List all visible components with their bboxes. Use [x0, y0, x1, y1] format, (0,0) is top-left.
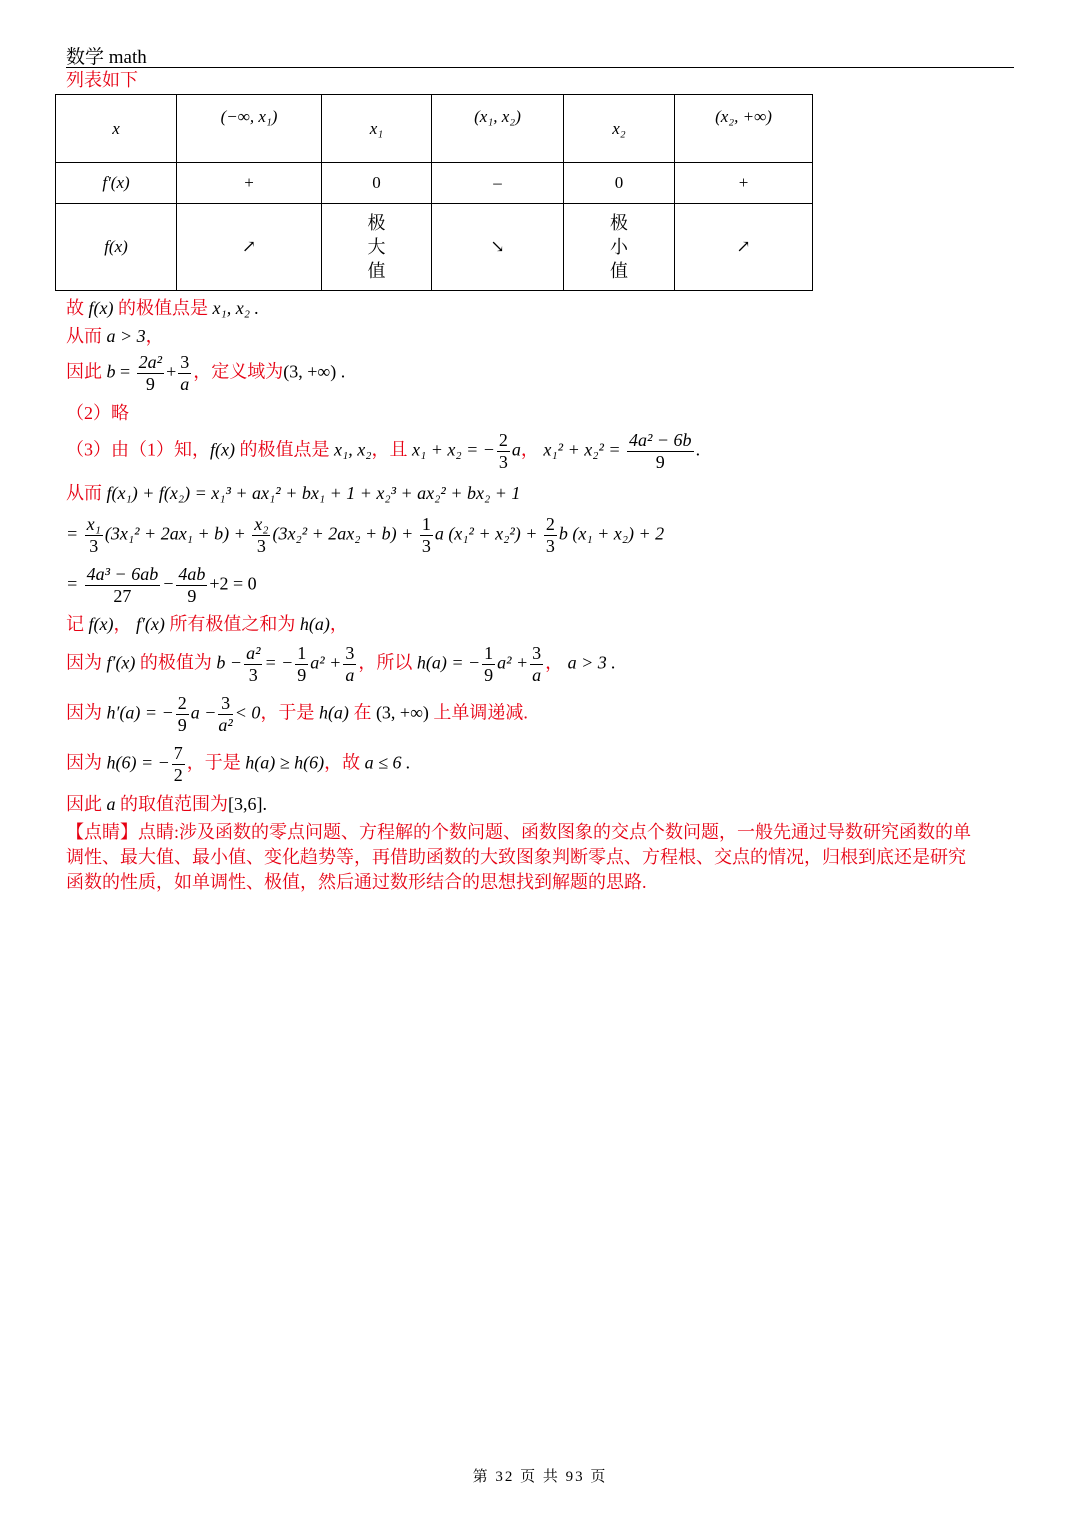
line-part-3: （3）由（1）知，f(x) 的极值点是 x₁, x₂，且 x₁ + x₂ = − $\frac{2}{3}$ a， x₁² + x₂² = $\frac{\text{4a² − 6b}}{9}$ . — [66, 430, 701, 472]
derivative-sign: + — [177, 163, 322, 204]
increasing-arrow-icon: ↗ — [675, 204, 813, 291]
variation-table — [55, 94, 813, 291]
derivative-sign: 0 — [322, 163, 432, 204]
local-max-cell: 极 大 值 — [322, 204, 432, 291]
row-label-derivative: f′(x) — [56, 163, 177, 204]
interval-cell: (−∞, x₁) — [177, 95, 322, 163]
intro-text: 列表如下 — [66, 70, 138, 90]
local-min-cell: 极 小 值 — [564, 204, 675, 291]
interval-cell: x₂ — [564, 95, 675, 163]
line-extreme-points: 故 f(x) 的极值点是 x₁, x₂ . — [66, 298, 259, 318]
note-line-2: 调性、最大值、最小值、变化趋势等，再借助函数的大致图象判断零点、方程根、交点的情况，归根到底还是研究 — [66, 847, 966, 867]
interval-cell: x₁ — [322, 95, 432, 163]
row-label-function: f(x) — [56, 204, 177, 291]
decreasing-arrow-icon: ↘ — [432, 204, 564, 291]
line-range-result: 因此 a 的取值范围为[3,6]. — [66, 794, 267, 814]
interval-cell: (x₂, +∞) — [675, 95, 813, 163]
derivative-sign: 0 — [564, 163, 675, 204]
header-rule — [66, 67, 1014, 68]
line-sum-result: = $\frac{\text{4a³ − 6ab}}{27}$ − $\frac{4ab}{9}$ +2 = 0 — [66, 564, 257, 606]
line-b-formula: 因此 b = $\frac{\text{2a²}}{9}$ + $\frac{3}{a}$ ，定义域为(3, +∞) . — [66, 352, 346, 394]
line-sum-expansion: 从而 f(x₁) + f(x₂) = x₁³ + ax₁² + bx₁ + 1 + x₂³ + ax₂² + bx₂ + 1 — [66, 483, 521, 503]
line-h6-value: 因为 h(6) = − $\frac{7}{2}$ ，于是 h(a) ≥ h(6)，故 a ≤ 6 . — [66, 743, 411, 785]
row-label-x: x — [56, 95, 177, 163]
page-header-title: 数学 math — [66, 47, 147, 68]
derivative-sign: + — [675, 163, 813, 204]
increasing-arrow-icon: ↗ — [177, 204, 322, 291]
line-derivative-h: 因为 h′(a) = − $\frac{2}{9}$ a − $\frac{3}{\text{a²}}$ < 0，于是 h(a) 在 (3, +∞) 上单调递减. — [66, 693, 528, 735]
note-line-1: 【点睛】点睛:涉及函数的零点问题、方程解的个数问题、函数图象的交点个数问题，一般先通过导数研究函数的单 — [66, 822, 971, 842]
line-sum-rewrite: = $\frac{\text{x₁}}{3}$ (3x₁² + 2ax₁ + b) + $\frac{\text{x₂}}{3}$ (3x₂² + 2ax₂ + b) + $\frac{1}{3}$ a (x₁² + x₂²) + $\frac{2}{3}$ b (x₁ + x₂) + 2 — [66, 514, 665, 556]
interval-cell: (x₁, x₂) — [432, 95, 564, 163]
page-footer-number: 第 32 页 共 93 页 — [472, 1469, 608, 1485]
line-a-gt-3: 从而 a > 3， — [66, 326, 164, 346]
part-2-label: （2）略 — [66, 403, 129, 423]
derivative-sign: – — [432, 163, 564, 204]
note-line-3: 函数的性质，如单调性、极值，然后通过数形结合的思想找到解题的思路. — [66, 872, 647, 892]
line-define-h: 记 f(x)， f′(x) 所有极值之和为 h(a)， — [66, 614, 348, 634]
line-h-formula: 因为 f′(x) 的极值为 b − $\frac{\text{a²}}{3}$ = − $\frac{1}{9}$ a² + $\frac{3}{a}$ ，所以 h(a) = − $\frac{1}{9}$ a² + $\frac{3}{a}$ ， a > 3 . — [66, 643, 616, 685]
